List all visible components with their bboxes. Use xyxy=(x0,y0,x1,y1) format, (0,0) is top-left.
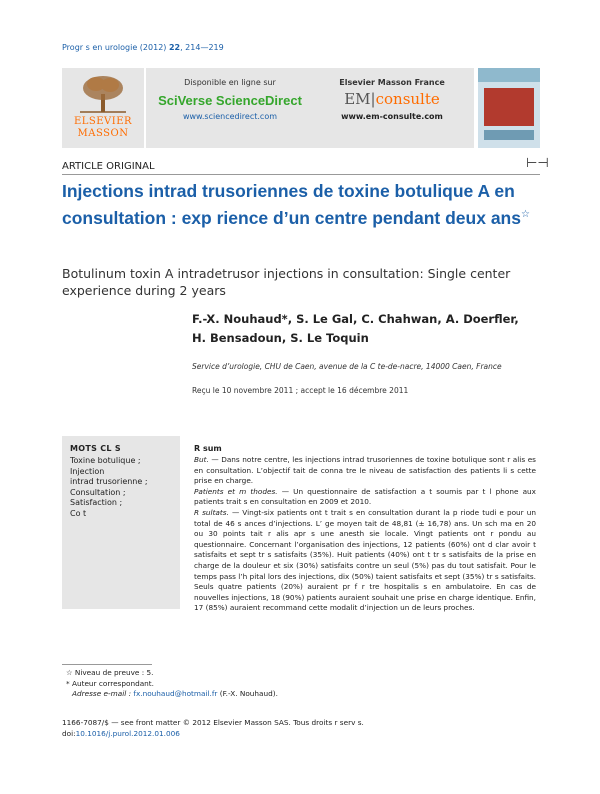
author-email-link[interactable]: fx.nouhaud@hotmail.fr xyxy=(133,689,218,698)
keywords-heading: MOTS CL S xyxy=(70,444,121,453)
abstract-paragraph xyxy=(194,455,536,487)
cover-band xyxy=(478,68,540,82)
abstract-text: — Vingt-six patients ont t trait s en consultation durant la p riode tudi e pour un total de 46 s ances d’injections. L’ ge moyen tait de 48,81 (± 16,78) ans. Un sch ma en 20 ou 30 points tait r alis apr s une anesth sie locale. Vingt patients ont r pondu au questionnaire. Concernant l’organisation des injections, 12 patients (60%) ont d clar avoir t satisfaits et sept tr s satisfaits (35%). Huit patients (40%) ont t tr s satisfaits de la prise en charge de la douleur et six (30%) satisfaits contre un seul (5%) pas du tout satisfait. Pour le temps pass l’h pital lors des injections, dix (50%) taient satisfaits et sept (35%) tr s satisfaits. Seuls quatre patients (20%) auraient pr f r tre hospitalis s en ambulatoire. En cas de nouvelles injections, 18 (90%) patients auraient souhait une prise en charge identique. Enfin, 17 (85%) auraient recommand cette modalit d’injection un de leurs proches. xyxy=(194,507,536,613)
cover-band xyxy=(484,88,534,126)
emconsulte-link[interactable]: www.em-consulte.com xyxy=(341,112,443,121)
email-label: Adresse e-mail : xyxy=(72,689,134,698)
journal-reference xyxy=(62,43,224,52)
elsevier-masson-logo xyxy=(62,68,144,148)
copyright-footer xyxy=(62,718,364,739)
keyword-item: Satisfaction ; xyxy=(70,498,123,508)
author-line: F.-X. Nouhaud*, S. Le Gal, C. Chahwan, A. Doerfler, xyxy=(192,312,519,326)
english-title: Botulinum toxin A intradetrusor injections in consultation: Single center experience during 2 years xyxy=(62,266,511,298)
sciencedirect-brand: SciVerse ScienceDirect xyxy=(158,93,302,108)
emconsulte-brand-em: EM xyxy=(344,90,371,108)
abstract-paragraph xyxy=(194,487,536,508)
title-footnote-mark: ☆ xyxy=(520,209,530,220)
author-list xyxy=(192,310,542,348)
abstract-heading: R sum xyxy=(194,444,222,453)
keyword-item: Toxine botulique ; xyxy=(70,456,141,465)
received-accepted-dates: Reçu le 10 novembre 2011 ; accept le 16 décembre 2011 xyxy=(192,386,409,395)
author-line: H. Bensadoun, S. Le Toquin xyxy=(192,331,369,345)
masson-wordmark: MASSON xyxy=(77,128,129,139)
copyright-line: 1166-7087/$ — see front matter © 2012 Elsevier Masson SAS. Tous droits r serv s. xyxy=(62,718,364,727)
crossmark-icon[interactable]: ⊢⊣ xyxy=(526,156,549,171)
elsevier-wordmark: ELSEVIER xyxy=(73,116,133,127)
abstract-body xyxy=(194,455,536,614)
email-suffix: (F.-X. Nouhaud). xyxy=(217,689,278,698)
doi-link[interactable]: 10.1016/j.purol.2012.01.006 xyxy=(75,728,180,738)
footnotes xyxy=(62,668,278,700)
abstract-label: But. xyxy=(194,455,209,464)
emconsulte-brand-consulte: consulte xyxy=(375,90,440,108)
publisher-label: Elsevier Masson France xyxy=(339,78,445,87)
keyword-item: Consultation ; xyxy=(70,487,126,497)
journal-volume: 22 xyxy=(168,43,181,52)
abstract-text: — Un questionnaire de satisfaction a t soumis par t l phone aux patients trait s en consultation en 2009 et 2010. xyxy=(194,486,536,507)
footnote-email xyxy=(62,689,278,700)
header-divider xyxy=(62,174,540,175)
emconsulte-block xyxy=(312,78,472,121)
sciencedirect-block xyxy=(150,78,310,121)
journal-cover-image xyxy=(478,68,540,148)
abstract-label: R sultats. xyxy=(194,507,229,517)
availability-banner xyxy=(146,68,474,148)
sciencedirect-link[interactable]: www.sciencedirect.com xyxy=(182,112,278,121)
keyword-item: Injection xyxy=(70,466,105,476)
keywords-panel xyxy=(62,436,180,609)
article-title xyxy=(62,180,542,230)
article-title-text: Injections intrad trusoriennes de toxine botulique A en consultation : exp rience d’un centre pendant deux ans xyxy=(62,181,521,228)
affiliation: Service d’urologie, CHU de Caen, avenue de la C te-de-nacre, 14000 Caen, France xyxy=(192,362,502,371)
cover-band xyxy=(484,130,534,140)
footnote-corresponding-author: * Auteur correspondant. xyxy=(66,678,154,688)
elsevier-tree-icon xyxy=(76,74,130,114)
abstract-text: — Dans notre centre, les injections intrad trusoriennes de toxine botulique sont r alis es en consultation. L’objectif tait de conna tre le niveau de satisfaction des patients li s cette prise en charge. xyxy=(194,455,536,486)
footnote-evidence-level: ☆ Niveau de preuve : 5. xyxy=(66,668,154,677)
emconsulte-brand: EM|consulte xyxy=(344,90,440,108)
journal-name: Progr s en urologie (2012) xyxy=(62,43,169,52)
abstract-paragraph xyxy=(194,508,536,614)
journal-pages: , 214—219 xyxy=(180,43,224,52)
article-type-label: ARTICLE ORIGINAL xyxy=(62,161,155,172)
keyword-item: intrad trusorienne ; xyxy=(70,477,148,487)
abstract-panel xyxy=(182,436,542,613)
doi-label: doi: xyxy=(62,728,76,738)
doi-line xyxy=(62,729,364,740)
available-online-label: Disponible en ligne sur xyxy=(184,78,276,87)
abstract-label: Patients et m thodes. xyxy=(194,486,278,496)
keywords-list xyxy=(70,456,148,520)
keyword-item: Co t xyxy=(70,508,87,518)
footnote-divider xyxy=(62,664,152,665)
